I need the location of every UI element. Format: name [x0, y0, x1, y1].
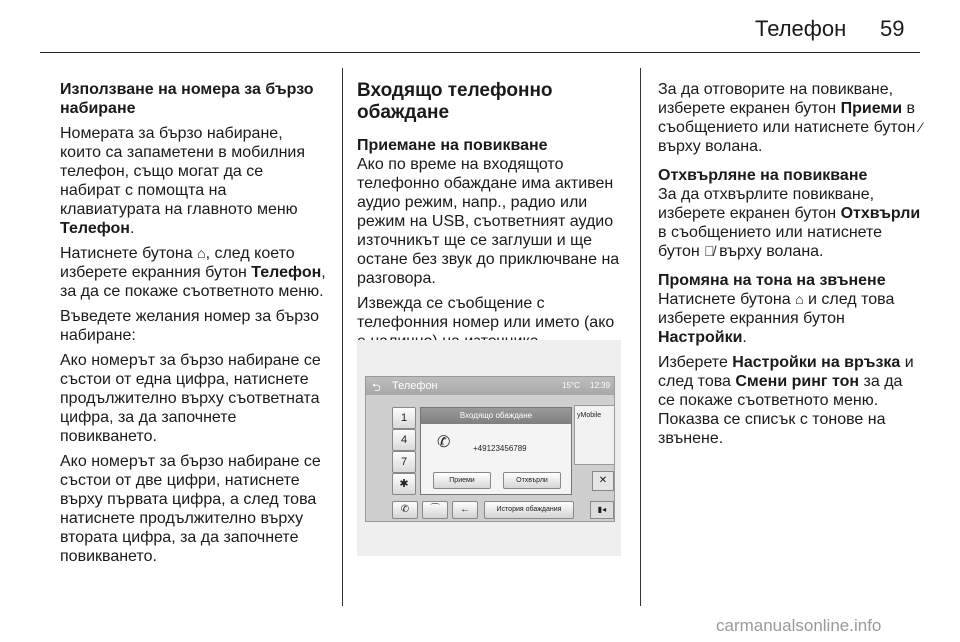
phone-icon: ✆ — [437, 434, 451, 451]
dialog-title: Входящо обаждане — [421, 408, 571, 424]
bold-term: Приеми — [840, 100, 903, 117]
accept-call-icon: ⁄ — [919, 119, 923, 135]
screen-title: Телефон — [392, 380, 438, 392]
column-speed-dial — [60, 80, 328, 572]
keypad-key-4[interactable]: 4 — [392, 429, 416, 451]
backspace-icon[interactable]: ← — [452, 501, 478, 519]
header-rule — [40, 52, 920, 53]
audio-source-icon[interactable]: ▮◂ — [590, 501, 614, 519]
back-arrow-icon[interactable]: ⮌ — [372, 382, 381, 394]
caller-number: +49123456789 — [473, 444, 527, 453]
paragraph — [658, 80, 923, 156]
paragraph — [658, 353, 923, 448]
bold-term: Телефон — [251, 264, 322, 281]
paragraph: Ако номерът за бързо набиране се състои от една цифра, натиснете продължително върху съответната цифра, за да започнете повикването. — [60, 352, 321, 445]
text: Натиснете бутона — [60, 245, 198, 262]
call-icon[interactable]: ✆ — [392, 501, 418, 519]
watermark: carmanualsonline.info — [716, 616, 882, 635]
text: в съобщението или натиснете бутон — [658, 224, 883, 260]
hang-up-icon: ⌒̸ — [704, 243, 715, 259]
text: За да отговорите на повикване, изберете екранен бутон — [658, 81, 894, 117]
paragraph — [658, 290, 923, 347]
page-number: 59 — [880, 16, 905, 41]
device-name: yMobile — [577, 412, 602, 419]
text: в съобщението или натиснете бутон — [658, 100, 920, 136]
section-heading: Използване на номера за бързо набиране — [60, 81, 314, 117]
bold-term: Отхвърли — [840, 205, 921, 222]
section-heading: Входящо телефонно обаждане — [357, 80, 553, 123]
page-title: Телефон — [755, 16, 847, 41]
keypad-key-1[interactable]: 1 — [392, 407, 416, 429]
subsection-heading: Промяна на тона на звънене — [658, 272, 886, 289]
paragraph: Ако номерът за бързо набиране се състои от две цифри, натиснете върху първата цифра, а след това натиснете продължително върху втората цифра, за да започнете повикването. — [60, 453, 321, 565]
column-incoming-call — [357, 80, 625, 357]
text: . — [742, 329, 747, 346]
bold-term: Настройки — [658, 329, 743, 346]
text: върху волана. — [658, 138, 763, 155]
text: За да отхвърлите повикване, изберете екранен бутон — [658, 186, 875, 222]
incoming-call-dialog — [420, 407, 572, 495]
mute-icon[interactable]: ✕ — [592, 471, 614, 491]
device-panel — [574, 405, 615, 465]
paragraph: Въведете желания номер за бързо набиране: — [60, 308, 319, 344]
incoming-call-screenshot — [357, 340, 621, 556]
text: върху волана. — [714, 243, 824, 260]
subsection-heading: Приемане на повикване — [357, 137, 548, 154]
paragraph: Ако по време на входящото телефонно обаждане има активен аудио режим, напр., радио или режим на USB, съответният аудио източникът ще се заглуши и ще остане без звук до приключване на разговора. — [357, 156, 620, 287]
call-history-button[interactable]: История обаждания — [484, 501, 574, 519]
screen-title-bar — [366, 377, 614, 395]
bold-term: Телефон — [60, 220, 130, 237]
home-icon: ⌂ — [795, 291, 804, 307]
text: , след което изберете екранния бутон — [60, 245, 295, 281]
paragraph: Извежда се съобщение с телефонния номер или името (ако — [357, 295, 615, 331]
keypad-key-star[interactable]: ✱ — [392, 473, 416, 495]
accept-button[interactable]: Приеми — [433, 472, 491, 489]
column-divider — [342, 68, 343, 606]
keypad-key-7[interactable]: 7 — [392, 451, 416, 473]
paragraph — [60, 244, 328, 301]
text: . — [129, 220, 135, 237]
subsection-heading: Отхвърляне на повикване — [658, 167, 868, 184]
paragraph — [60, 124, 328, 238]
hang-up-icon[interactable]: ⌒ — [422, 501, 448, 519]
text: , за да се покаже съответното меню. — [60, 264, 326, 300]
infotainment-screen — [365, 376, 615, 522]
text: и след това — [658, 354, 914, 390]
text: Номерата за бързо набиране, които са запаметени в мобилния телефон, също могат да се набират с помощта на клавиатурата на главното меню — [60, 125, 305, 218]
temperature: 15°C — [562, 381, 580, 390]
column-divider — [640, 68, 641, 606]
paragraph — [658, 185, 923, 261]
decline-button[interactable]: Отхвърли — [503, 472, 561, 489]
text: за да се покаже съответното меню. Показва се списък с тонове на звънене. — [658, 373, 903, 447]
text: и след това изберете екранния бутон — [658, 291, 895, 327]
home-icon: ⌂ — [197, 245, 206, 261]
text: Натиснете бутона — [658, 291, 796, 308]
bold-term: Смени ринг тон — [735, 373, 860, 390]
page-header — [0, 0, 960, 50]
text: Изберете — [658, 354, 733, 371]
column-call-handling — [658, 80, 923, 454]
bold-term: Настройки на връзка — [732, 354, 901, 371]
clock: 12:39 — [590, 381, 611, 390]
